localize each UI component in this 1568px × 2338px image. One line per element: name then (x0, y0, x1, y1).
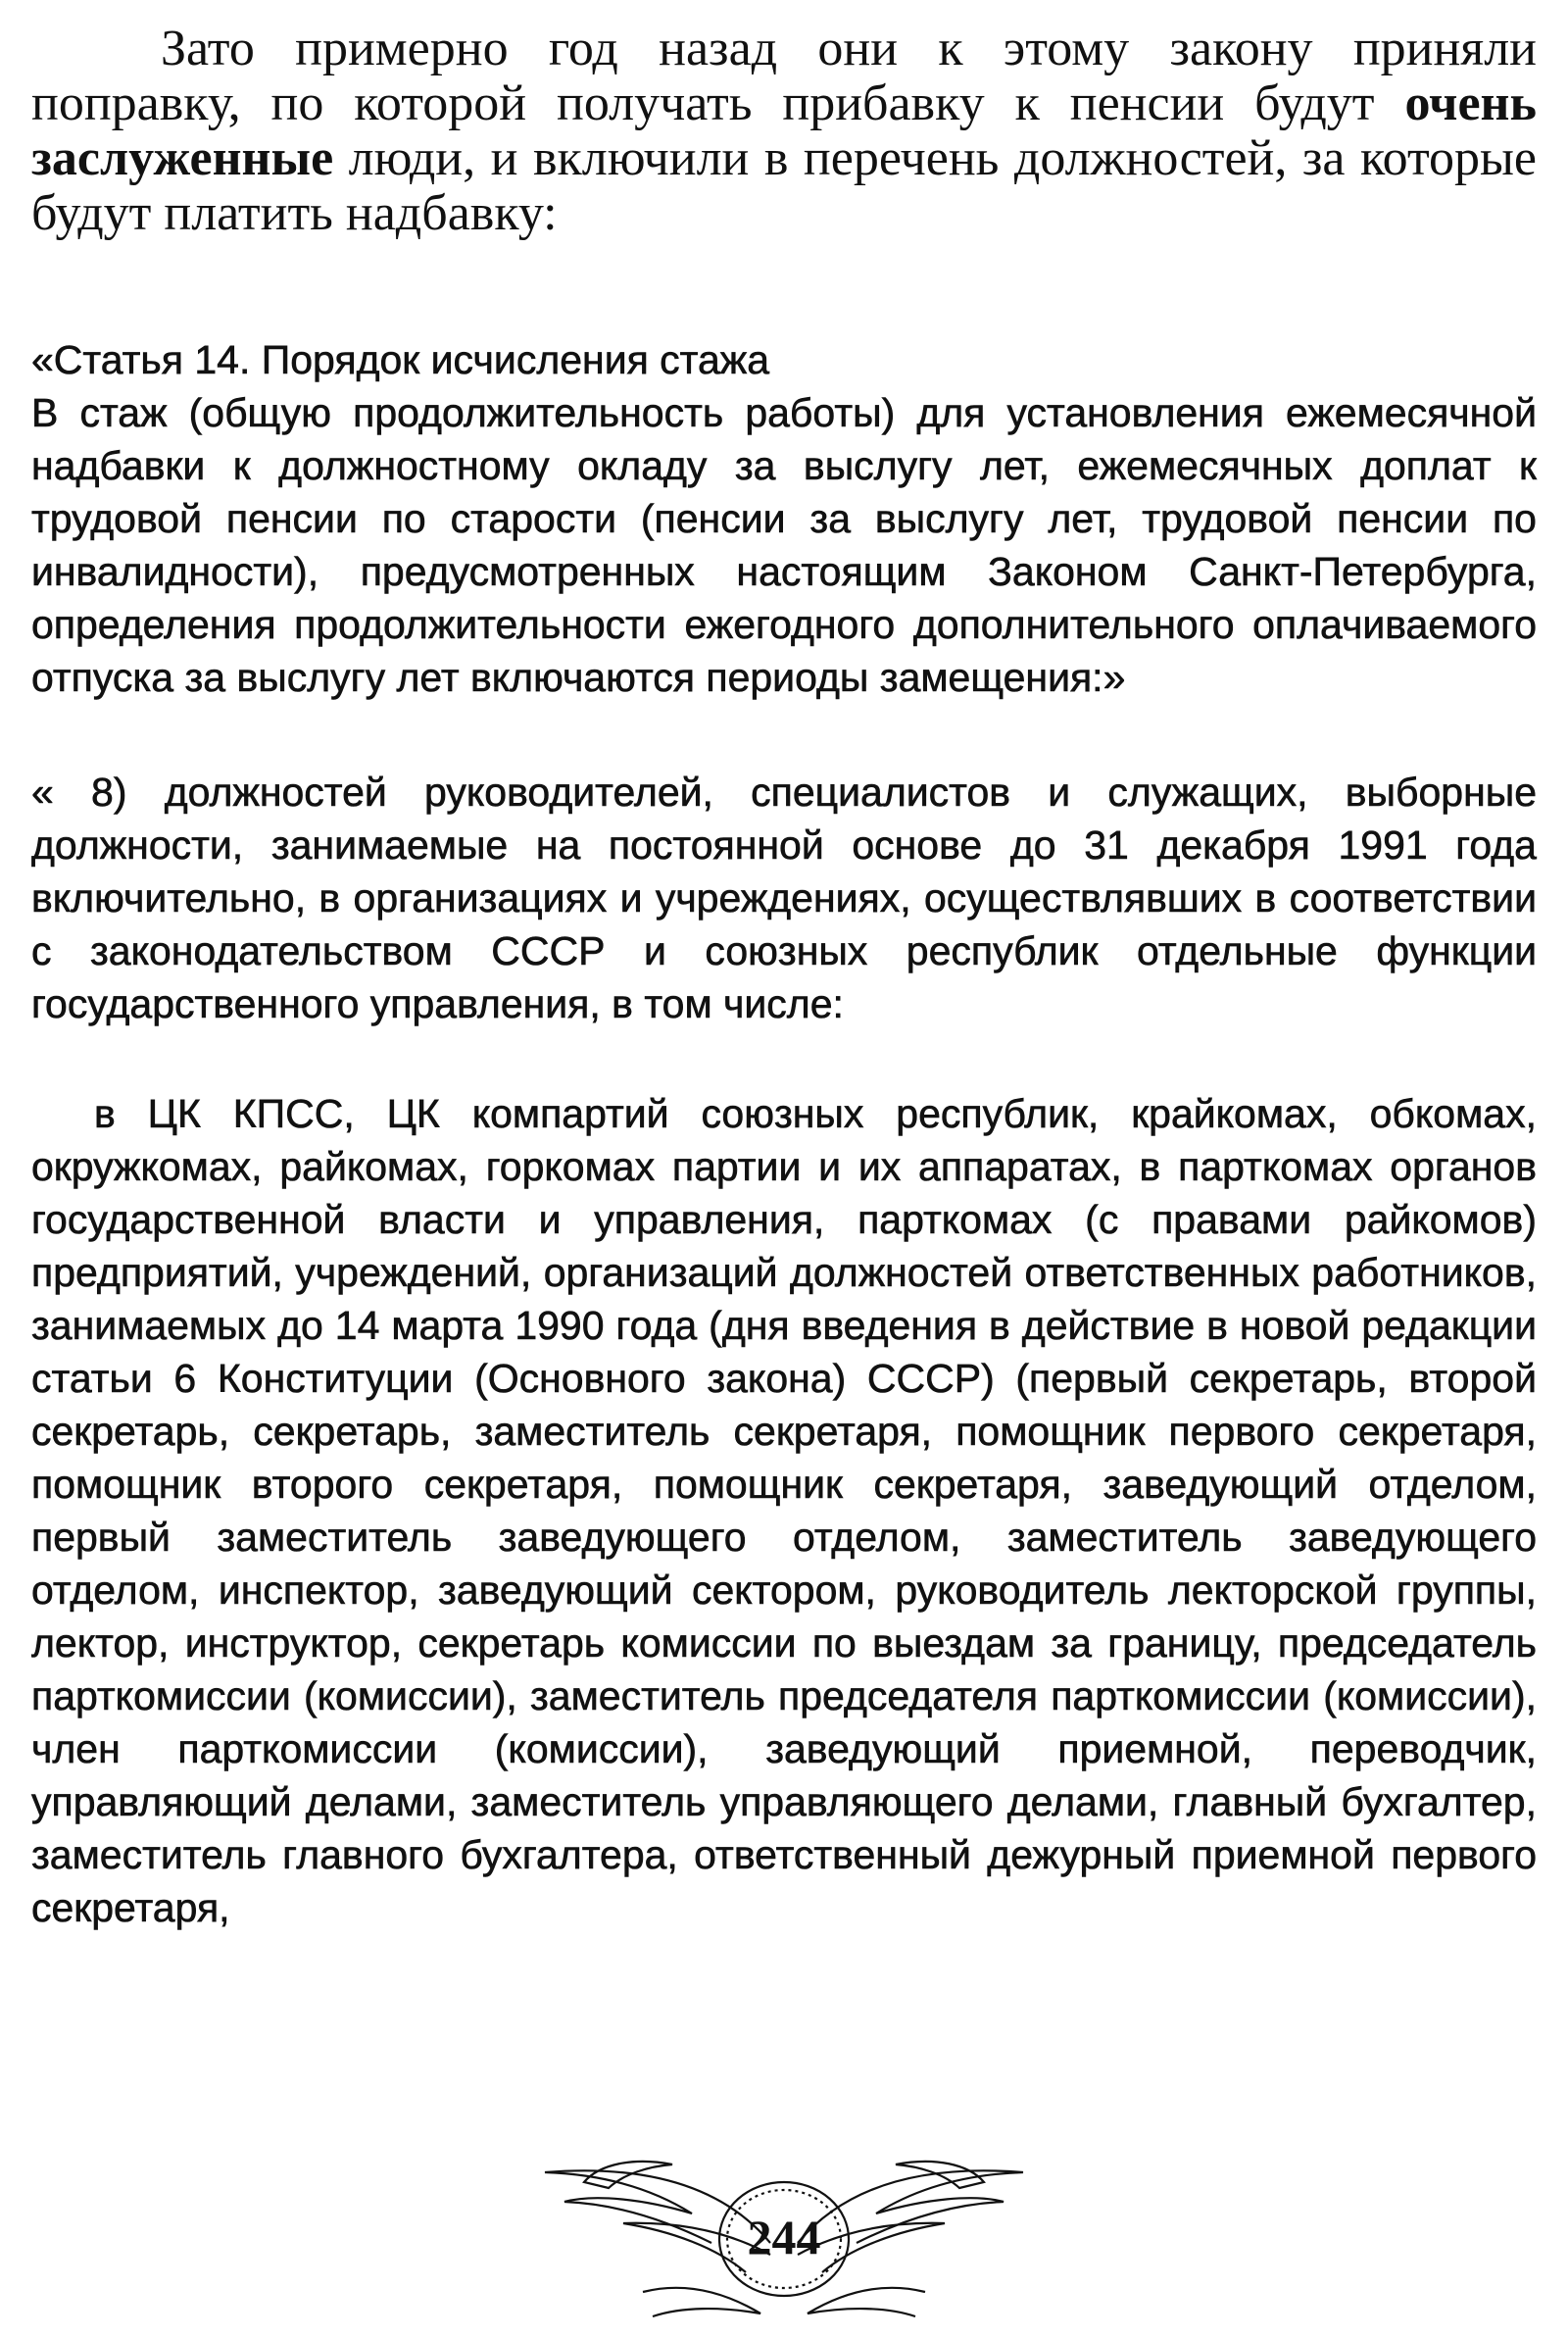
intro-text-end: люди, и включили в перечень должностей, за которые будут платить надбавку: (31, 130, 1537, 241)
article-paragraph-1: В стаж (общую продолжительность работы) для установления ежемесячной надбавки к должностному окладу за выслугу лет, ежемесячных доплат к трудовой пенсии по старости (пенсии за выслугу лет, трудовой пенсии по инвалидности), предусмотренных настоящим Законом Санкт-Петербурга, определения продолжительности ежегодного дополнительного оплачиваемого отпуска за выслугу лет включаются периоды замещения:» (31, 390, 1537, 700)
article-heading: «Статья 14. Порядок исчисления стажа (31, 337, 770, 382)
ornament-left-base (643, 2288, 760, 2316)
article-paragraph-3-text: в ЦК КПСС, ЦК компартий союзных республик, крайкомах, обкомах, окружкомах, райкомах, горкомах партии и их аппаратах, в парткомах органов государственной власти и управления, парткомах (с правами райкомов) предприятий, учреждений, организаций должностей ответственных работников, занимаемых до 14 марта 1990 года (дня введения в действие в новой редакции статьи 6 Конституции (Основного закона) СССР) (первый секретарь, второй секретарь, секретарь, заместитель секретаря, помощник первого секретаря, помощник второго секретаря, помощник секретаря, заведующий отделом, первый заместитель заведующего отделом, заместитель заведующего отделом, инспектор, заведующий сектором, руководитель лекторской группы, лектор, инструктор, секретарь комиссии по выездам за границу, председатель парткомиссии (комиссии), заместитель председателя парткомиссии (комиссии), член парткомиссии (комиссии), заведующий приемной, переводчик, управляющий делами, заместитель управляющего делами, главный бухгалтер, заместитель главного бухгалтера, ответственный дежурный приемной первого секретаря, (31, 1091, 1537, 1930)
intro-text-start: Зато примерно год назад они к этому закону приняли поправку, по которой получать прибавку к пенсии будут (31, 21, 1537, 131)
article-paragraph-2: « 8) должностей руководителей, специалистов и служащих, выборные должности, занимаемые на постоянной основе до 31 декабря 1991 года включительно, в организациях и учреждениях, осуществлявших в соответствии с законодательством СССР и союзных республик отдельные функции государственного управления, в том числе: (31, 770, 1537, 1026)
ornament-right-base (808, 2288, 925, 2316)
intro-bold-phrase: очень заслуженные (31, 75, 1537, 186)
page-number: 244 (747, 2210, 821, 2264)
article-paragraph-3 (31, 1087, 1537, 1934)
intro-paragraph (31, 22, 1537, 241)
